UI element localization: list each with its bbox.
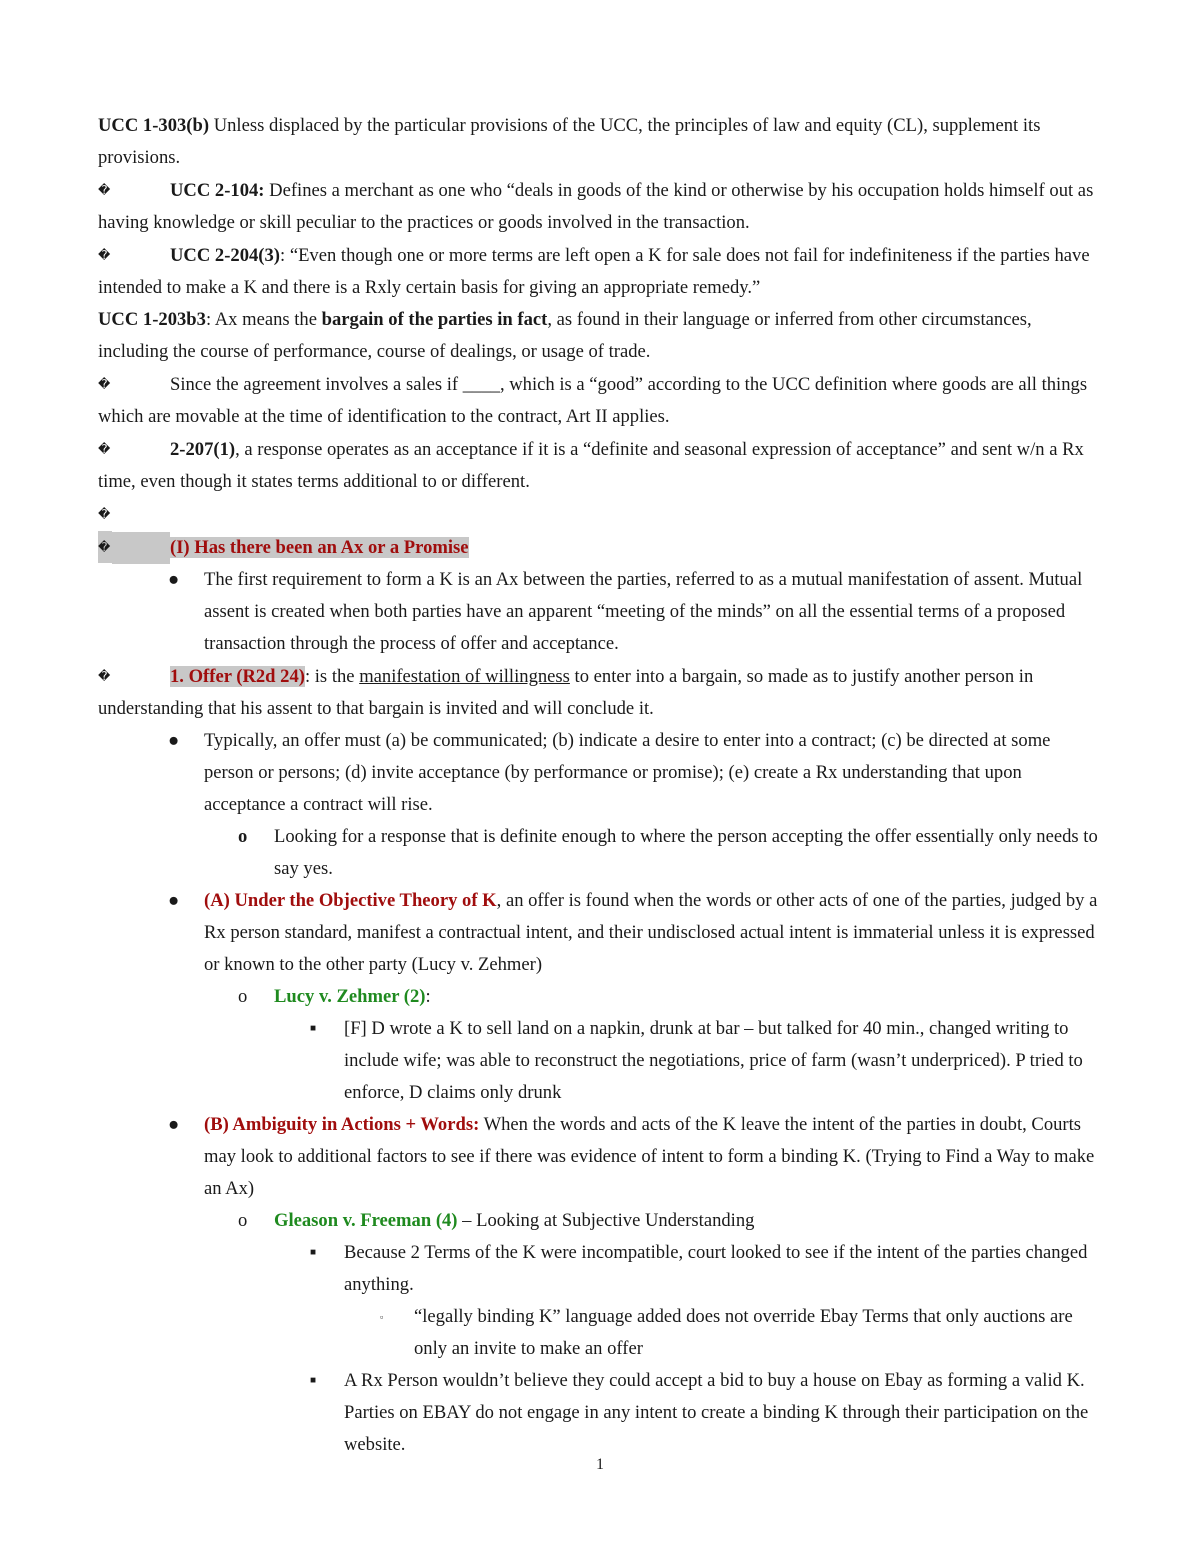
list-item [98,1237,1100,1301]
missing-glyph-icon: � [98,507,111,521]
circle-bullet-icon: o [238,986,248,1007]
incompatible-terms-text: Because 2 Terms of the K were incompatible, court looked to see if the intent of the parties changed anything. [344,1242,1088,1295]
bullet-icon: ● [168,890,180,911]
legally-binding-text: “legally binding K” language added does not override Ebay Terms that only auctions are only an invite to make an offer [414,1306,1073,1359]
missing-glyph-icon: � [98,183,111,197]
mutual-assent-text: The first requirement to form a K is an Ax between the parties, referred to as a mutual manifestation of assent. Mutual assent is created when both parties have an apparent “meeting of the minds” on all the essential terms of a proposed transaction through the process of offer and acceptance. [204,569,1083,654]
definite-response-text: Looking for a response that is definite enough to where the person accepting the offer essentially only needs to say yes. [274,826,1098,879]
offer-text-2: to enter into a bargain, so made as to justify another person in understanding that his assent to that bargain is invited and will conclude it. [98,666,1034,719]
circle-bullet-icon: o [238,826,248,847]
ucc-2-104-text: Defines a merchant as one who “deals in goods of the kind or otherwise by his occupation holds himself out as having knowledge or skill peculiar to the practices or goods involved in the transaction. [98,180,1094,233]
paragraph-ucc-2-204 [98,239,1100,304]
paragraph-ucc-1-303b [98,110,1100,174]
section-heading-ax-promise [98,531,1100,564]
ucc-1-203b3-bold: bargain of the parties in fact [321,309,548,330]
ucc-2-204-heading: UCC 2-204(3) [170,245,280,266]
offer-text-1: : is the [304,666,360,687]
ucc-1-203b3-text-2: , as found in their language or inferred from other circumstances, including the course of performance, course of dealings, or usage of trade. [98,309,1032,362]
ambiguity-text: When the words and acts of the K leave the intent of the parties in doubt, Courts may look to additional factors to see if there was evidence of intent to form a binding K. (Trying to Find a Way to make an Ax) [204,1114,1095,1199]
ucc-1-303b-text: Unless displaced by the particular provisions of the UCC, the principles of law and equity (CL), supplement its provisions. [98,115,1041,168]
ucc-1-203b3-text-1: : Ax means the [205,309,322,330]
section-1-title: (I) Has there been an Ax or a Promise [170,537,469,558]
missing-glyph-icon: � [98,669,111,683]
ucc-1-303b-heading: UCC 1-303(b) [98,115,210,136]
lucy-zehmer-colon: : [425,986,431,1007]
list-item [98,725,1100,821]
square-bullet-icon: ■ [310,1023,317,1034]
square-bullet-icon: ■ [310,1247,317,1258]
2-207-text: , a response operates as an acceptance if it is a “definite and seasonal expression of acceptance” and sent w/n a Rx time, even though it states terms additional to or different. [98,439,1084,492]
list-item [98,885,1100,981]
page-number: 1 [596,1456,604,1473]
square-bullet-icon: ■ [310,1375,317,1386]
empty-paragraph [98,498,1100,531]
offer-heading: 1. Offer (R2d 24) [170,666,305,687]
paragraph-ucc-1-203b3 [98,304,1100,368]
circle-bullet-icon: o [238,1210,248,1231]
list-item [98,1013,1100,1109]
offer-requirements-text: Typically, an offer must (a) be communicated; (b) indicate a desire to enter into a contract; (c) be directed at some person or persons; (d) invite acceptance (by performance or promise); (e) create a Rx understanding that upon acceptance a contract will rise. [204,730,1051,815]
list-item [98,981,1100,1013]
ucc-2-104-heading: UCC 2-104: [170,180,265,201]
list-item [98,1301,1100,1365]
missing-glyph-icon: � [98,531,112,563]
sales-agreement-text: Since the agreement involves a sales if ____, which is a “good” according to the UCC definition where goods are all things which are movable at the time of identification to the contract, Art II applies. [98,374,1088,427]
list-item [98,1365,1100,1461]
lucy-zehmer-heading: Lucy v. Zehmer (2) [274,986,426,1007]
paragraph-offer [98,660,1100,725]
paragraph-sales-agreement [98,368,1100,433]
list-item [98,1205,1100,1237]
gleason-freeman-text: – Looking at Subjective Understanding [457,1210,755,1231]
list-item [98,821,1100,885]
bullet-icon: ● [168,1114,180,1135]
lucy-zehmer-facts: [F] D wrote a K to sell land on a napkin, drunk at bar – but talked for 40 min., changed writing to include wife; was able to reconstruct the negotiations, price of farm (wasn’t underpriced). P tried to enforce, D claims only drunk [344,1018,1083,1103]
missing-glyph-icon: � [98,248,111,262]
offer-underline: manifestation of willingness [359,666,570,687]
list-item [98,1109,1100,1205]
document-body [98,110,1100,1461]
ambiguity-heading: (B) Ambiguity in Actions + Words: [204,1114,480,1135]
gleason-freeman-heading: Gleason v. Freeman (4) [274,1210,458,1231]
list-item [98,564,1100,660]
bullet-icon: ● [168,569,180,590]
missing-glyph-icon: � [98,377,111,391]
square-bullet-icon: ▫ [380,1312,384,1322]
ucc-2-204-text: : “Even though one or more terms are left open a K for sale does not fail for indefiniteness if the parties have intended to make a K and there is a Rxly certain basis for giving an appropriate remedy.” [98,245,1090,298]
missing-glyph-icon: � [98,442,111,456]
objective-theory-text: , an offer is found when the words or other acts of one of the parties, judged by a Rx person standard, manifest a contractual intent, and their undisclosed actual intent is immaterial unless it is expressed or known to the other party (Lucy v. Zehmer) [204,890,1098,975]
bullet-icon: ● [168,730,180,751]
paragraph-ucc-2-104 [98,174,1100,239]
objective-theory-heading: (A) Under the Objective Theory of K [204,890,497,911]
paragraph-2-207 [98,433,1100,498]
rx-person-ebay-text: A Rx Person wouldn’t believe they could accept a bid to buy a house on Ebay as forming a valid K. Parties on EBAY do not engage in any intent to create a binding K through their participation on the website. [344,1370,1089,1455]
2-207-heading: 2-207(1) [170,439,236,460]
ucc-1-203b3-heading: UCC 1-203b3 [98,309,206,330]
